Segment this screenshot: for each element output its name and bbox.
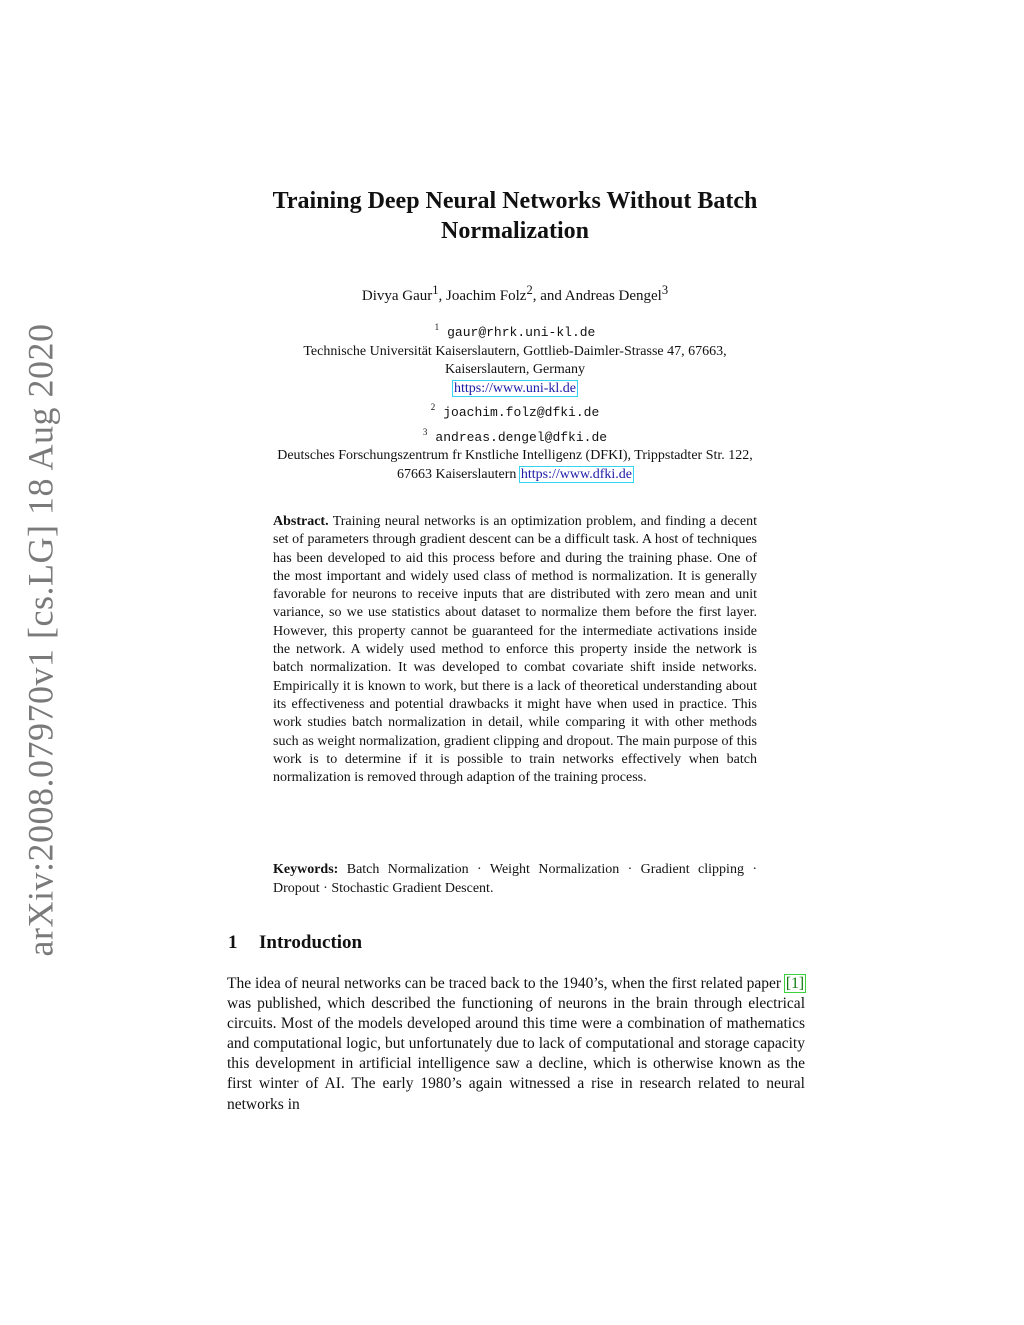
affil-institution-line: 67663 Kaiserslautern https://www.dfki.de [397, 466, 632, 482]
author-name: Divya Gaur [361, 288, 433, 304]
author-name: Joachim Folz [446, 288, 527, 304]
affil-institution-line: Kaiserslautern, Germany [445, 362, 585, 377]
affil-institution-line: Deutsches Forschungszentrum fr Knstliche Intelligenz (DFKI), Trippstadter Str. 122, [277, 448, 753, 463]
keywords-label: Keywords: [273, 862, 339, 877]
section-title: Introduction [259, 932, 363, 953]
section-number: 1 [228, 932, 238, 953]
abstract [273, 513, 757, 787]
email-address[interactable]: andreas.dengel@dfki.de [435, 429, 608, 445]
affil-institution-line: Technische Universität Kaiserslautern, Gottlieb-Daimler-Strasse 47, 67663, [303, 343, 727, 359]
abstract-text: Training neural networks is an optimization problem, and finding a decent set of parameters through gradient descent can be a difficult task. A host of techniques has been developed to aid this process before and during the training phase. One of the most important and widely used class of method is normalization. It is generally favorable for neurons to receive inputs that are distributed with zero mean and unit variance, so we use statistics about dataset to normalize them before the first layer. However, this property cannot be guaranteed for the intermediate activations inside the network. A widely used method to enforce this property inside the network is batch normalization. It was developed to combat covariate shift inside networks. Empirically it is known to work, but there is a lack of theoretical understanding about its effectiveness and potential drawbacks it might have when used in practice. This work studies batch normalization in detail, while comparing it with other methods such as weight normalization, gradient clipping and dropout. The main purpose of this work is to determine if it is possible to train networks effectively when batch normalization is removed through adaption of the training process. [273, 514, 757, 786]
author-affil-marker: 3 [661, 283, 669, 297]
institution-link[interactable]: https://www.uni-kl.de [454, 380, 576, 396]
keywords-text: Batch Normalization · Weight Normalization · Gradient clipping · Dropout · Stochastic Gradient Descent. [273, 862, 758, 896]
paper-title: Training Deep Neural Networks Without Batch Normalization [272, 188, 758, 244]
arxiv-id-text: arXiv:2008.07970v1 [cs.LG] 18 Aug 2020 [20, 323, 60, 957]
author-separator: , and [532, 288, 565, 304]
arxiv-sidebar-identifier [12, 323, 68, 957]
author-affil-marker: 2 [526, 283, 533, 297]
intro-paragraph: The idea of neural networks can be traced back to the 1940’s, when the first related paper [1] was published, which described the functioning of neurons in the brain through electrical circuits. Most of the models developed around this time were a combination of mathematics and computational logic, but unfortunately due to lack of computational and storage capacity this development in artificial intelligence saw a decline, which is otherwise known as the first winter of AI. The early 1980’s again witnessed a rise in research related to neural networks in [227, 975, 805, 1113]
institution-link[interactable]: https://www.dfki.de [520, 466, 632, 482]
author-affil-marker: 1 [432, 283, 439, 297]
email-address[interactable]: joachim.folz@dfki.de [443, 405, 600, 420]
keywords [273, 861, 757, 898]
author-list [220, 283, 810, 305]
affil-email-line: $^1$ gaur@rhrk.uni-kl.de [434, 322, 596, 340]
section-heading [228, 932, 362, 954]
affil-email-line: $^2$ joachim.folz@dfki.de [430, 402, 600, 420]
affiliations-block [200, 318, 830, 484]
email-address[interactable]: gaur@rhrk.uni-kl.de [447, 325, 596, 340]
author-name: Andreas Dengel [564, 288, 662, 304]
abstract-label: Abstract. [273, 514, 329, 529]
affil-email-line: $^3$ andreas.dengel@dfki.de [422, 426, 608, 445]
citation-link[interactable]: [1] [785, 975, 804, 992]
author-separator: , [438, 288, 447, 304]
